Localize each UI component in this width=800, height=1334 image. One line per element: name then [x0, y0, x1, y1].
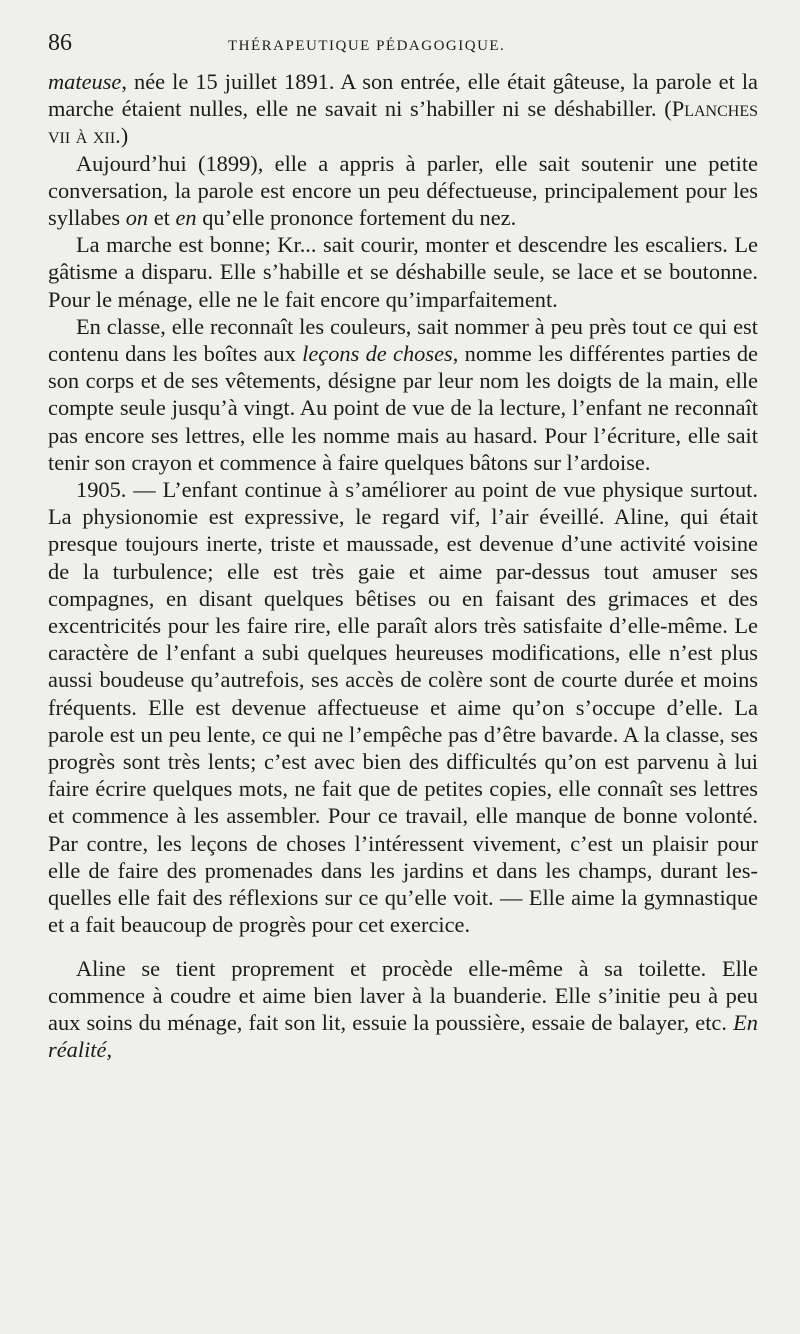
- text-run: Aline se tient proprement et procède elle-même à sa toilette. Elle commence à coudre et aime bien laver à la buanderie. Elle s’initie peu à peu aux soins du ménage, fait son lit, essuie la poussière, essaie de balayer, etc.: [48, 955, 758, 1035]
- running-head: THÉRAPEUTIQUE PÉDAGOGIQUE.: [228, 38, 506, 54]
- text-run: leçons de choses: [302, 341, 453, 367]
- text-run: Aujourd’hui (1899), elle a appris à parler, elle sait soutenir une petite conversation, la parole est encore un peu défectueuse, principalement pour les syllabes: [48, 150, 758, 231]
- text-run: on: [125, 205, 149, 231]
- page-number: 86: [48, 30, 72, 56]
- text-run: mateuse: [48, 69, 122, 94]
- text-run: ): [120, 123, 129, 149]
- paragraph-5: [48, 476, 758, 938]
- paragraph-4: [48, 313, 758, 476]
- paragraph-1: [48, 68, 758, 150]
- text-run: En réalité,: [48, 1009, 758, 1063]
- text-run: En classe, elle reconnaît les couleurs, sait nommer à peu près tout ce qui est contenu dans les boîtes aux: [48, 313, 758, 367]
- text-run: 1905. — L’enfant continue à s’améliorer au point de vue physique surtout. La physionomie est expressive, le regard vif, l’air éveillé. Aline, qui était presque toujours inerte, triste et maussade, est devenue d’une activité voisine de la turbulence; elle est très gaie et aime par-dessus tout amuser ses compagnes, en disant quelques bêtises ou en faisant des grimaces et des excentricités pour les faire rire, elle paraît alors très satisfaite d’elle-même. Le caractère de l’enfant a subi quelques heureuses modifications, elle n’est plus aussi boudeuse qu’autrefois, ses accès de colère sont de courte durée et moins fréquents. Elle est devenue affectueuse et aime qu’on s’occupe d’elle. La parole est un peu lente, ce qui ne l’empêche pas d’être bavarde. A la classe, ses progrès sont très lents; c’est avec bien des difficultés qu’on est parvenu à lui faire écrire quelques mots, ne fait que de petites copies, elle connaît ses lettres et commence à les assembler. Pour ce travail, elle manque de bonne volonté. Par contre, les leçons de choses l’intéressent vivement, c’est un plaisir pour elle de faire des promenades dans les jardins et dans les champs, durant lesquelles elle fait des réflexions sur ce qu’elle voit. — Elle aime la gymnastique et a fait beaucoup de progrès pour cet exercice.: [48, 477, 758, 938]
- text-run: La marche est bonne; Kr... sait courir, monter et descendre les escaliers. Le gâtisme a disparu. Elle s’habille et se déshabille seule, se lace et se boutonne. Pour le ménage, elle ne le fait encore qu’imparfaitement.: [48, 232, 758, 312]
- text-run: en: [175, 205, 197, 231]
- page-header: [48, 30, 758, 68]
- text-run: Planches vii à xii.: [48, 96, 758, 149]
- text-run: , nomme les différentes parties de son corps et de ses vêtements, désigne par leur nom les doigts de la main, elle compte seule jusqu’à vingt. Au point de vue de la lecture, l’enfant ne reconnaît pas encore ses lettres, elle les nomme mais au hasard. Pour l’écriture, elle sait tenir son crayon et commence à faire quelques bâtons sur l’ardoise.: [48, 341, 758, 475]
- paragraph-6: [48, 955, 758, 1064]
- text-run: , née le 15 juillet 1891. A son entrée, elle était gâteuse, la parole et la marche étaient nulles, elle ne savait ni s’habiller ni se déshabiller. (: [48, 69, 758, 122]
- paragraph-3: [48, 231, 758, 313]
- text-run: et: [148, 205, 176, 231]
- paragraph-2: [48, 150, 758, 232]
- text-run: qu’elle prononce fortement du nez.: [196, 205, 517, 231]
- body-text: [48, 68, 758, 1063]
